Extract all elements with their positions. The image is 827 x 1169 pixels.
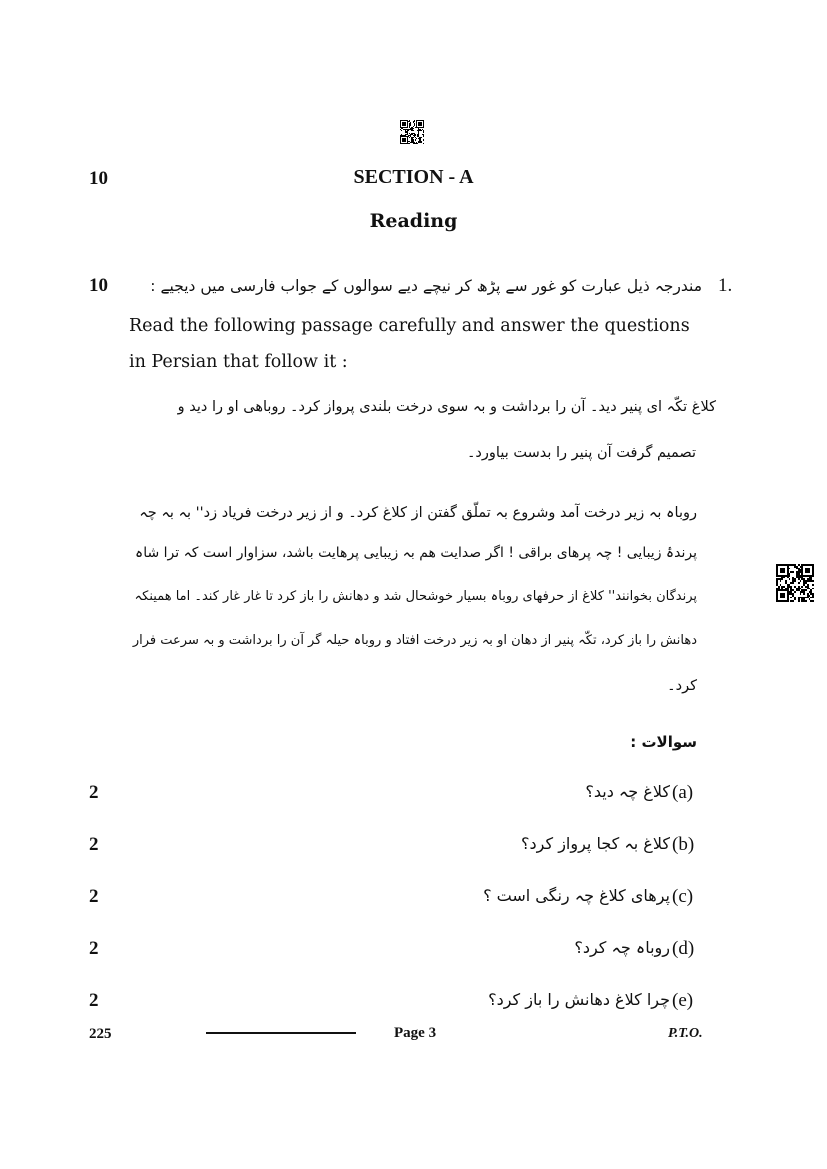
passage-para2-line2: پرندۂ زیبایی ! چہ پرهای براقی ! اگر صدایت هم بہ زیبایی پرهایت باشد، سزاوار است کہ ترا شاہ — [134, 545, 697, 561]
sub-question-d — [0, 938, 827, 966]
passage-para1-line2: تصمیم گرفت آن پنیر را بدست بیاورد۔ — [466, 445, 696, 461]
qr-code-top — [400, 120, 424, 144]
question-number: 1. — [718, 275, 733, 296]
passage-para2-line5: کرد۔ — [667, 678, 697, 694]
sub-question-text: پرهای کلاغ چہ رنگی است ؟ — [483, 886, 670, 905]
instruction-urdu: مندرجہ ذیل عبارت کو غور سے پڑھ کر نیچے دیے سوالوں کے جواب فارسی میں دیجیے : — [150, 277, 702, 295]
qr-module — [812, 600, 814, 602]
passage-para1-line1: کلاغ تکّہ ای پنیر دید۔ آن را برداشت و بہ سوی درخت بلندی پرواز کرد۔ روباهی او را دید و — [177, 399, 716, 415]
pto-label: P.T.O. — [668, 1026, 703, 1041]
sub-question-b — [0, 834, 827, 862]
page-number: Page 3 — [394, 1025, 437, 1041]
instruction-english-line-2: in Persian that follow it : — [129, 352, 348, 372]
sub-question-label: (d) — [672, 938, 695, 959]
sub-question-marks: 2 — [89, 834, 99, 855]
footer-rule — [206, 1032, 356, 1034]
sub-question-text: چرا کلاغ دهانش را باز کرد؟ — [488, 990, 670, 1009]
sub-question-text: کلاغ بہ کجا پرواز کرد؟ — [521, 834, 670, 853]
section-marks: 10 — [89, 168, 108, 189]
sub-question-marks: 2 — [89, 990, 99, 1011]
qr-code-side — [776, 564, 814, 602]
sub-question-label: (b) — [672, 834, 695, 855]
subsection-title: Reading — [369, 210, 458, 232]
qr-module — [423, 143, 424, 144]
sub-question-marks: 2 — [89, 938, 99, 959]
sub-question-label: (a) — [672, 782, 694, 803]
passage-para2-line1: روباہ بہ زیر درخت آمد وشروع بہ تملّق گفتن از کلاغ کرد۔ و از زیر درخت فریاد زد'' بہ بہ چہ — [139, 505, 697, 521]
sub-question-a — [0, 782, 827, 810]
sub-question-c — [0, 886, 827, 914]
sub-question-e — [0, 990, 827, 1018]
sub-question-marks: 2 — [89, 886, 99, 907]
question-marks: 10 — [89, 275, 108, 296]
sub-question-text: کلاغ چہ دید؟ — [585, 782, 670, 801]
sub-question-marks: 2 — [89, 782, 99, 803]
sub-question-text: روباہ چہ کرد؟ — [574, 938, 670, 957]
paper-code: 225 — [89, 1026, 112, 1042]
questions-heading: سوالات : — [630, 733, 697, 751]
section-title: SECTION - A — [353, 166, 474, 188]
sub-question-label: (e) — [672, 990, 694, 1011]
sub-question-label: (c) — [672, 886, 694, 907]
passage-para2-line3: پرندگان بخوانند'' کلاغ از حرفهای روباہ بسیار خوشحال شد و دهانش را باز کرد تا غار غار کند۔ اما همینکہ — [134, 589, 697, 604]
passage-para2-line4: دهانش را باز کرد، تکّہ پنیر از دهان او بہ زیر درخت افتاد و روباہ حیلہ گر آن را برداشت و بہ سرعت فرار — [132, 633, 697, 648]
instruction-english-line-1: Read the following passage carefully and answer the questions — [129, 316, 690, 336]
